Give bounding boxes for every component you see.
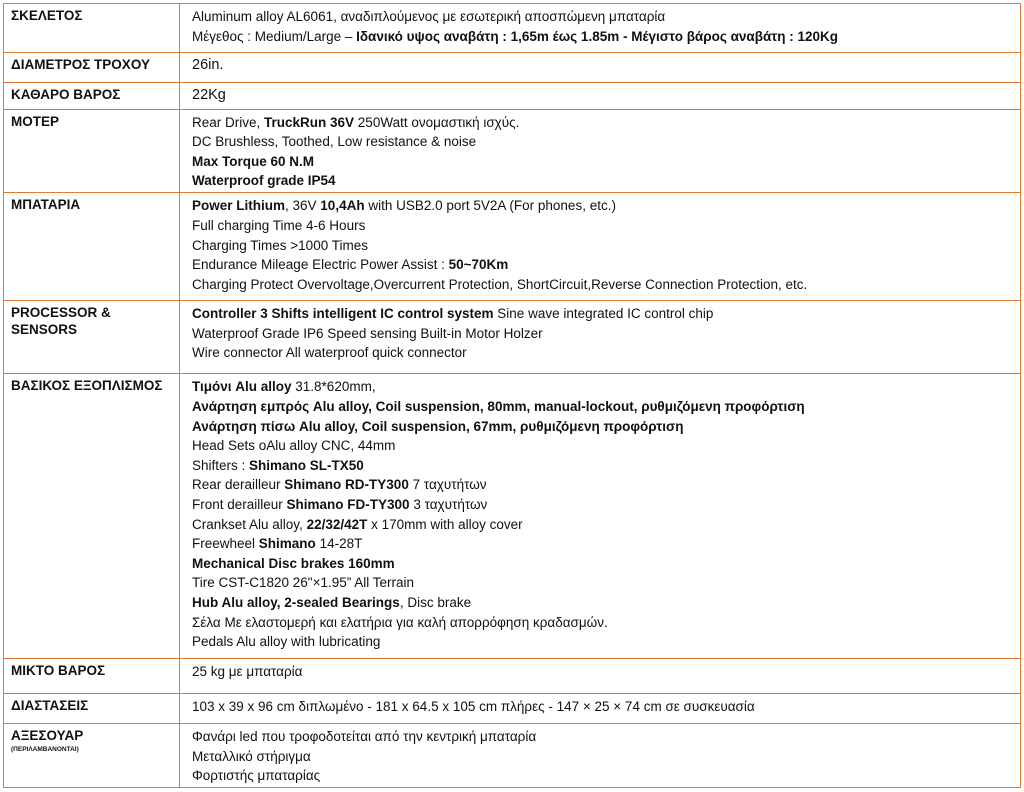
- spec-value-bold: 10,4Ah: [320, 198, 365, 214]
- spec-value-cell: [180, 693, 1021, 723]
- spec-row-net-weight: [4, 83, 1021, 109]
- spec-value-text: Μεταλλικό στήριγμα: [192, 748, 311, 764]
- spec-label: ΜΠΑΤΑΡΙΑ: [11, 197, 81, 213]
- spec-value-line: [192, 727, 1014, 747]
- spec-row-accessories: [4, 724, 1021, 788]
- spec-value-text: with USB2.0 port 5V2A (For phones, etc.): [364, 198, 616, 214]
- spec-label-cell: [4, 52, 180, 82]
- spec-value-line: [192, 275, 1014, 295]
- spec-value-cell: [180, 83, 1021, 109]
- spec-value-line: [192, 132, 1014, 152]
- spec-value-bold: Shimano FD-TY300: [286, 496, 410, 512]
- spec-value-line: [192, 534, 1014, 554]
- spec-value-text: 22Kg: [192, 87, 226, 104]
- spec-value-text: Sine wave integrated IC control chip: [493, 306, 714, 322]
- spec-value-line: [192, 152, 1014, 172]
- spec-value-text: 25 kg με μπαταρία: [192, 664, 303, 680]
- spec-value-text: Aluminum alloy AL6061, αναδιπλούμενος με εσωτερική αποσπώμενη μπαταρία: [192, 9, 666, 24]
- spec-label: ΜΙΚΤΟ ΒΑΡΟΣ: [11, 663, 106, 679]
- spec-value-bold: Max Torque 60 N.M: [192, 153, 315, 169]
- spec-value-cell: [180, 301, 1021, 374]
- spec-value-line: [192, 216, 1014, 236]
- spec-table: [3, 3, 1021, 788]
- spec-row-dimensions: [4, 693, 1021, 723]
- spec-value-line: [192, 86, 1014, 106]
- spec-label-cell: [4, 374, 180, 659]
- spec-value-text: Σέλα Με ελαστομερή και ελατήρια για καλή απορρόφηση κραδασμών.: [192, 614, 608, 630]
- spec-value-text: , 36V: [285, 198, 321, 214]
- spec-value-text: Front derailleur: [192, 496, 287, 512]
- spec-value-bold: Hub Alu alloy, 2-sealed Bearings: [192, 594, 400, 610]
- spec-value-line: [192, 255, 1014, 275]
- spec-label: ΚΑΘΑΡΟ ΒΑΡΟΣ: [11, 87, 121, 103]
- spec-value-line: [192, 304, 1014, 324]
- spec-value-bold: Mechanical Disc brakes 160mm: [192, 555, 395, 571]
- spec-label-cell: [4, 4, 180, 53]
- spec-value-cell: [180, 52, 1021, 82]
- spec-value-bold: Ανάρτηση εμπρός Alu alloy, Coil suspension, 80mm, manual-lockout, ρυθμιζόμενη προφόρτιση: [192, 398, 805, 414]
- spec-value-line: [192, 27, 1014, 47]
- spec-value-line: [192, 436, 1014, 456]
- spec-label: ΔΙΑΜΕΤΡΟΣ ΤΡΟΧΟΥ: [11, 56, 150, 72]
- spec-value-line: [192, 343, 1014, 363]
- spec-value-text: Shifters :: [192, 457, 250, 473]
- spec-value-line: [192, 475, 1014, 495]
- spec-value-text: Charging Protect Overvoltage,Overcurrent Protection, ShortCircuit,Reverse Connection Protection, etc.: [192, 276, 808, 292]
- spec-row-wheel: [4, 52, 1021, 82]
- spec-value-bold: Ανάρτηση πίσω Alu alloy, Coil suspension, 67mm, ρυθμιζόμενη προφόρτιση: [192, 418, 684, 434]
- spec-value-line: [192, 417, 1014, 437]
- spec-value-line: [192, 662, 1014, 682]
- spec-value-cell: [180, 109, 1021, 193]
- spec-value-line: [192, 495, 1014, 515]
- spec-value-bold: Controller 3 Shifts intelligent IC control system: [192, 306, 494, 322]
- spec-value-line: [192, 171, 1014, 191]
- spec-value-text: Endurance Mileage Electric Power Assist :: [192, 257, 449, 273]
- spec-value-text: Crankset Alu alloy,: [192, 516, 307, 532]
- spec-value-text: Full charging Time 4-6 Hours: [192, 218, 366, 234]
- spec-value-bold: Shimano RD-TY300: [284, 477, 409, 493]
- spec-label: ΜΟΤΕΡ: [11, 113, 60, 129]
- spec-value-text: Charging Times >1000 Times: [192, 237, 368, 253]
- spec-value-line: [192, 747, 1014, 767]
- spec-label: ΔΙΑΣΤΑΣΕΙΣ: [11, 697, 89, 713]
- spec-value-line: [192, 113, 1014, 133]
- spec-value-line: [192, 236, 1014, 256]
- spec-value-text: Φανάρι led που τροφοδοτείται από την κεντρική μπαταρία: [192, 729, 537, 745]
- spec-value-bold: Power Lithium: [192, 198, 286, 214]
- spec-value-bold: 22/32/42T: [306, 516, 368, 532]
- spec-row-motor: [4, 109, 1021, 193]
- spec-value-text: Μέγεθος : Medium/Large –: [192, 28, 357, 44]
- spec-label: ΑΞΕΣΟΥΑΡ: [11, 728, 84, 744]
- spec-value-text: 103 x 39 x 96 cm διπλωμένο - 181 x 64.5 x 105 cm πλήρες - 147 × 25 × 74 cm σε συσκευασία: [192, 698, 755, 714]
- spec-value-bold: 50~70Km: [448, 257, 509, 273]
- spec-value-line: [192, 573, 1014, 593]
- spec-value-line: [192, 697, 1014, 717]
- spec-label-cell: [4, 301, 180, 374]
- spec-value-text: 3 ταχυτήτων: [409, 496, 488, 512]
- spec-label-cell: [4, 193, 180, 301]
- spec-row-gross-weight: [4, 659, 1021, 694]
- spec-label-cell: [4, 109, 180, 193]
- spec-value-bold: Τιμόνι Alu alloy: [192, 379, 292, 395]
- spec-label: ΣΚΕΛΕΤΟΣ: [11, 8, 83, 23]
- spec-value-text: 7 ταχυτήτων: [408, 477, 487, 493]
- spec-row-equipment: [4, 374, 1021, 659]
- spec-label-cell: [4, 83, 180, 109]
- spec-value-bold: TruckRun 36V: [264, 114, 355, 130]
- spec-row-frame: [4, 4, 1021, 53]
- spec-label-cell: [4, 659, 180, 694]
- spec-label-cell: [4, 693, 180, 723]
- spec-value-text: Φορτιστής μπαταρίας: [192, 768, 321, 784]
- spec-value-line: [192, 554, 1014, 574]
- spec-value-line: [192, 515, 1014, 535]
- spec-value-line: [192, 593, 1014, 613]
- spec-value-text: Rear Drive,: [192, 114, 265, 130]
- spec-value-line: [192, 377, 1014, 397]
- spec-value-text: Freewheel: [192, 536, 259, 552]
- spec-value-line: [192, 456, 1014, 476]
- spec-value-text: Waterproof Grade IP6 Speed sensing Built-in Motor Holzer: [192, 325, 543, 341]
- spec-value-text: , Disc brake: [399, 594, 472, 610]
- spec-value-text: 14-28T: [315, 536, 363, 552]
- spec-value-cell: [180, 193, 1021, 301]
- spec-value-text: 26in.: [192, 56, 224, 73]
- spec-value-text: Wire connector All waterproof quick connector: [192, 345, 467, 361]
- spec-value-line: [192, 7, 1014, 27]
- spec-value-line: [192, 56, 1014, 76]
- spec-table-body: [4, 4, 1021, 788]
- spec-row-battery: [4, 193, 1021, 301]
- spec-row-processor: [4, 301, 1021, 374]
- spec-value-text: 250Watt ονομαστική ισχύς.: [354, 114, 520, 130]
- spec-value-line: [192, 613, 1014, 633]
- spec-value-line: [192, 632, 1014, 652]
- spec-value-bold: Shimano SL-TX50: [249, 457, 364, 473]
- spec-value-text: x 170mm with alloy cover: [367, 516, 523, 532]
- spec-value-line: [192, 766, 1014, 786]
- spec-value-bold: Waterproof grade IP54: [192, 173, 336, 189]
- spec-value-line: [192, 324, 1014, 344]
- spec-sublabel: (ΠΕΡΙΛΑΜΒΑΝΟΝΤΑΙ): [11, 746, 79, 754]
- spec-value-text: Tire CST-C1820 26"×1.95” All Terrain: [192, 575, 415, 591]
- spec-value-line: [192, 397, 1014, 417]
- spec-value-bold: Ιδανικό υψος αναβάτη : 1,65m έως 1.85m - Μέγιστο βάρος αναβάτη : 120Kg: [356, 28, 839, 44]
- spec-value-text: Rear derailleur: [192, 477, 285, 493]
- spec-value-text: Head Sets oAlu alloy CNC, 44mm: [192, 438, 396, 454]
- spec-value-text: Pedals Alu alloy with lubricating: [192, 634, 381, 650]
- spec-value-cell: [180, 4, 1021, 53]
- spec-label-cell: [4, 724, 180, 788]
- spec-value-bold: Shimano: [258, 536, 316, 552]
- spec-value-cell: [180, 724, 1021, 788]
- spec-value-text: 31.8*620mm,: [291, 379, 376, 395]
- spec-label: PROCESSOR & SENSORS: [11, 305, 111, 338]
- spec-value-text: DC Brushless, Toothed, Low resistance & noise: [192, 134, 477, 150]
- spec-value-line: [192, 196, 1014, 216]
- spec-label: ΒΑΣΙΚΟΣ ΕΞΟΠΛΙΣΜΟΣ: [11, 378, 163, 394]
- spec-value-cell: [180, 374, 1021, 659]
- spec-value-cell: [180, 659, 1021, 694]
